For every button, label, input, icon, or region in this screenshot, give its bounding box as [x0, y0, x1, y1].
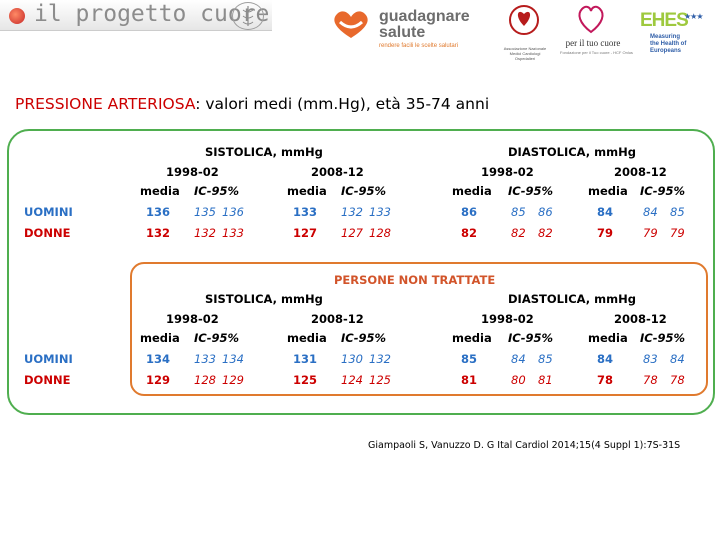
title-highlight: PRESSIONE ARTERIOSA — [15, 95, 196, 113]
value-ci-lo: 128 — [194, 373, 216, 387]
diastolica-header: DIASTOLICA, mmHg — [508, 145, 636, 159]
sys-period1-header: 1998-02 — [166, 312, 219, 326]
value-ci-hi: 79 — [670, 226, 685, 240]
value-ci-lo: 127 — [341, 226, 363, 240]
eu-stars-icon: ★★★ — [684, 12, 703, 21]
value-ci-hi: 84 — [670, 352, 685, 366]
ci-header: IC-95% — [508, 184, 554, 198]
value-ci-hi: 78 — [670, 373, 685, 387]
value-media: 131 — [293, 352, 318, 366]
value-ci-hi: 128 — [369, 226, 391, 240]
value-ci-hi: 129 — [222, 373, 244, 387]
value-media: 86 — [461, 205, 478, 219]
value-media: 136 — [146, 205, 171, 219]
ci-header: IC-95% — [508, 331, 554, 345]
value-ci-hi: 85 — [538, 352, 553, 366]
value-ci-lo: 85 — [511, 205, 526, 219]
media-header: media — [140, 331, 180, 345]
value-ci-hi: 125 — [369, 373, 391, 387]
untreated-title: PERSONE NON TRATTATE — [334, 273, 496, 287]
dia-period2-header: 2008-12 — [614, 312, 667, 326]
caduceus-emblem-icon — [232, 2, 264, 30]
value-media: 81 — [461, 373, 478, 387]
value-ci-hi: 134 — [222, 352, 244, 366]
sistolica-header: SISTOLICA, mmHg — [205, 292, 323, 306]
ci-header: IC-95% — [194, 184, 240, 198]
value-ci-hi: 86 — [538, 205, 553, 219]
ci-header: IC-95% — [640, 184, 686, 198]
value-media: 79 — [597, 226, 614, 240]
media-header: media — [287, 184, 327, 198]
value-media: 125 — [293, 373, 318, 387]
ehes-logo-text: EHES — [640, 10, 688, 31]
progetto-cuore-logo-text: il progetto cuore — [34, 1, 270, 27]
ehes-logo-subtext — [650, 34, 686, 55]
diastolica-header: DIASTOLICA, mmHg — [508, 292, 636, 306]
row-label-uomini: UOMINI — [24, 352, 73, 366]
value-ci-lo: 132 — [341, 205, 363, 219]
media-header: media — [588, 184, 628, 198]
dia-period1-header: 1998-02 — [481, 312, 534, 326]
value-media: 127 — [293, 226, 318, 240]
value-ci-lo: 82 — [511, 226, 526, 240]
value-media: 132 — [146, 226, 171, 240]
ehes-sub-line2: the Health of — [650, 41, 687, 47]
value-ci-lo: 84 — [511, 352, 526, 366]
value-ci-hi: 136 — [222, 205, 244, 219]
guadagnare-salute-line2: salute — [379, 24, 426, 41]
guadagnare-salute-tagline: rendere facili le scelte salutari — [379, 43, 459, 49]
value-media: 129 — [146, 373, 171, 387]
value-media: 134 — [146, 352, 171, 366]
value-media: 82 — [461, 226, 478, 240]
sys-period2-header: 2008-12 — [311, 165, 364, 179]
anmco-logo-text: Associazione Nazionale Medici Cardiologi Ospedalieri — [503, 46, 547, 61]
value-ci-lo: 84 — [643, 205, 658, 219]
value-ci-lo: 80 — [511, 373, 526, 387]
media-header: media — [287, 331, 327, 345]
value-ci-lo: 132 — [194, 226, 216, 240]
sys-period2-header: 2008-12 — [311, 312, 364, 326]
ci-header: IC-95% — [341, 184, 387, 198]
title-rest: : valori medi (mm.Hg), età 35-74 anni — [195, 95, 490, 113]
guadagnare-salute-line1: guadagnare — [379, 8, 470, 25]
value-ci-lo: 83 — [643, 352, 658, 366]
ehes-sub-line1: Measuring — [650, 34, 681, 40]
value-media: 84 — [597, 352, 614, 366]
value-ci-lo: 79 — [643, 226, 658, 240]
row-label-uomini: UOMINI — [24, 205, 73, 219]
value-ci-hi: 82 — [538, 226, 553, 240]
value-ci-hi: 133 — [369, 205, 391, 219]
ci-header: IC-95% — [194, 331, 240, 345]
citation: Giampaoli S, Vanuzzo D. G Ital Cardiol 2014;15(4 Suppl 1):7S-31S — [368, 440, 681, 451]
value-media: 133 — [293, 205, 318, 219]
page-title — [15, 95, 489, 113]
heart-outline-icon — [576, 4, 606, 36]
dia-period1-header: 1998-02 — [481, 165, 534, 179]
value-media: 84 — [597, 205, 614, 219]
row-label-donne: DONNE — [24, 226, 71, 240]
anmco-seal-icon — [508, 4, 540, 44]
ci-header: IC-95% — [341, 331, 387, 345]
value-ci-lo: 78 — [643, 373, 658, 387]
ehes-sub-line3: Europeans — [650, 48, 682, 54]
heart-smile-icon — [331, 10, 371, 40]
row-label-donne: DONNE — [24, 373, 71, 387]
swirl-icon — [9, 8, 25, 24]
value-ci-hi: 132 — [369, 352, 391, 366]
value-ci-lo: 133 — [194, 352, 216, 366]
media-header: media — [140, 184, 180, 198]
value-media: 78 — [597, 373, 614, 387]
dia-period2-header: 2008-12 — [614, 165, 667, 179]
sistolica-header: SISTOLICA, mmHg — [205, 145, 323, 159]
media-header: media — [588, 331, 628, 345]
value-ci-lo: 124 — [341, 373, 363, 387]
value-ci-lo: 135 — [194, 205, 216, 219]
sys-period1-header: 1998-02 — [166, 165, 219, 179]
value-ci-lo: 130 — [341, 352, 363, 366]
progetto-cuore-logo — [0, 0, 272, 31]
ci-header: IC-95% — [640, 331, 686, 345]
per-il-tuo-cuore-subtext: Fondazione per il Tuo cuore - HCF Onlus — [560, 50, 633, 55]
value-ci-hi: 133 — [222, 226, 244, 240]
value-media: 85 — [461, 352, 478, 366]
media-header: media — [452, 184, 492, 198]
media-header: media — [452, 331, 492, 345]
value-ci-hi: 81 — [538, 373, 553, 387]
per-il-tuo-cuore-text: per il tuo cuore — [565, 38, 621, 48]
value-ci-hi: 85 — [670, 205, 685, 219]
